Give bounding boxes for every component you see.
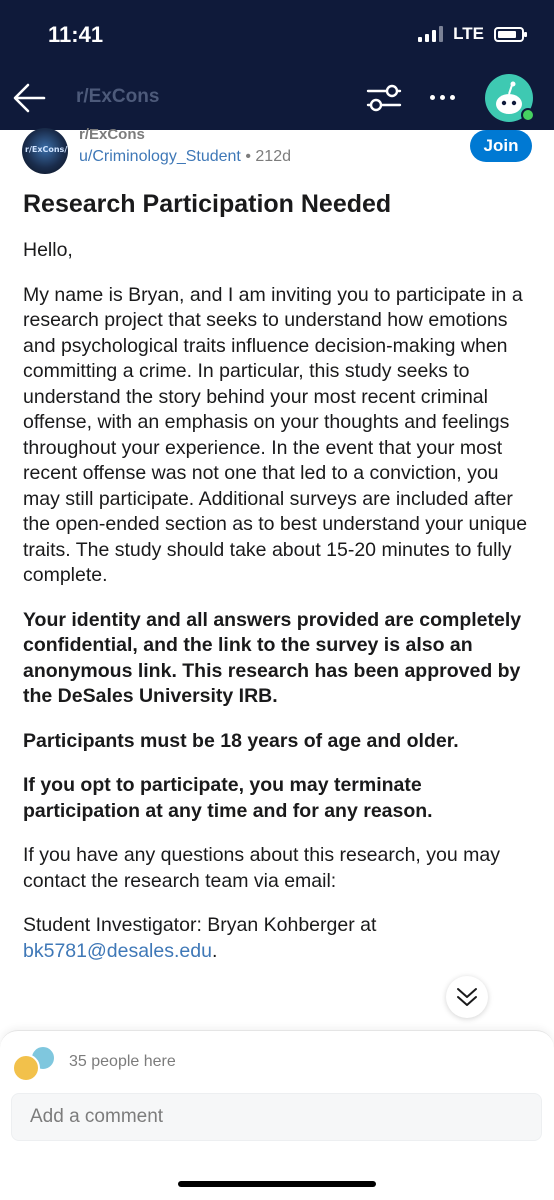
post-meta [22,124,534,174]
subreddit-icon-text: r/ExCons/ [25,145,68,154]
battery-icon [494,27,524,42]
post-age: 212d [255,148,291,165]
meta-separator: • [245,148,251,165]
investigator-email-link[interactable]: bk5781@desales.edu [23,939,212,962]
home-indicator[interactable] [178,1181,376,1187]
termination-notice: If you opt to participate, you may terminate participation at any time and for any reason. [23,774,433,822]
email-suffix: . [211,939,218,962]
chevrons-down-icon [454,984,480,1010]
investigator-paragraph [23,913,535,964]
user-avatar[interactable] [485,74,533,122]
online-status-dot [521,108,535,122]
top-header [0,0,554,130]
presence-count: 35 people here [69,1053,176,1070]
cellular-signal-icon [418,26,443,42]
status-time: 11:41 [48,22,104,47]
filter-button[interactable] [364,80,404,116]
subreddit-name[interactable]: r/ExCons [79,126,145,143]
investigator-label: Student Investigator: Bryan Kohberger at [23,914,377,936]
join-button[interactable]: Join [470,130,532,162]
author-line [79,148,291,166]
comment-bar [0,1030,554,1200]
post-body [23,238,535,983]
greeting: Hello, [23,239,73,261]
age-requirement: Participants must be 18 years of age and older. [23,729,459,752]
more-options-button[interactable] [424,82,460,112]
confidentiality-notice: Your identity and all answers provided are completely confidential, and the link to the survey is also an anonymous link. This research has been approved by the DeSales University IRB. [23,608,522,707]
post-title: Research Participation Needed [23,190,392,218]
more-horizontal-icon [430,95,435,100]
presence-avatars [12,1045,58,1081]
status-indicators [418,24,524,44]
body-paragraph: My name is Bryan, and I am inviting you to participate in a research project that seeks to understand how emotions and psychological traits influence decision-making when committing a crime. In particular, this study seeks to understand the story behind your most recent criminal offense, with an emphasis on your thoughts and feelings throughout your experience. In the event that your most recent offense was not one that led to a conviction, you may still participate. Additional surveys are included after the open-ended section as to best understand your unique traits. The study should take about 15-20 minutes to fully complete. [23,283,528,586]
nav-subreddit-title: r/ExCons [76,86,160,107]
subreddit-icon[interactable] [22,128,68,174]
scroll-down-button[interactable] [446,976,488,1018]
arrow-left-icon [10,78,50,118]
presence-avatar [12,1054,40,1082]
back-button[interactable] [10,78,50,118]
sliders-icon [364,80,404,116]
comment-input[interactable]: Add a comment [11,1093,542,1141]
author-name[interactable]: u/Criminology_Student [79,148,241,165]
contact-paragraph: If you have any questions about this research, you may contact the research team via email: [23,844,500,892]
network-type: LTE [453,24,484,43]
